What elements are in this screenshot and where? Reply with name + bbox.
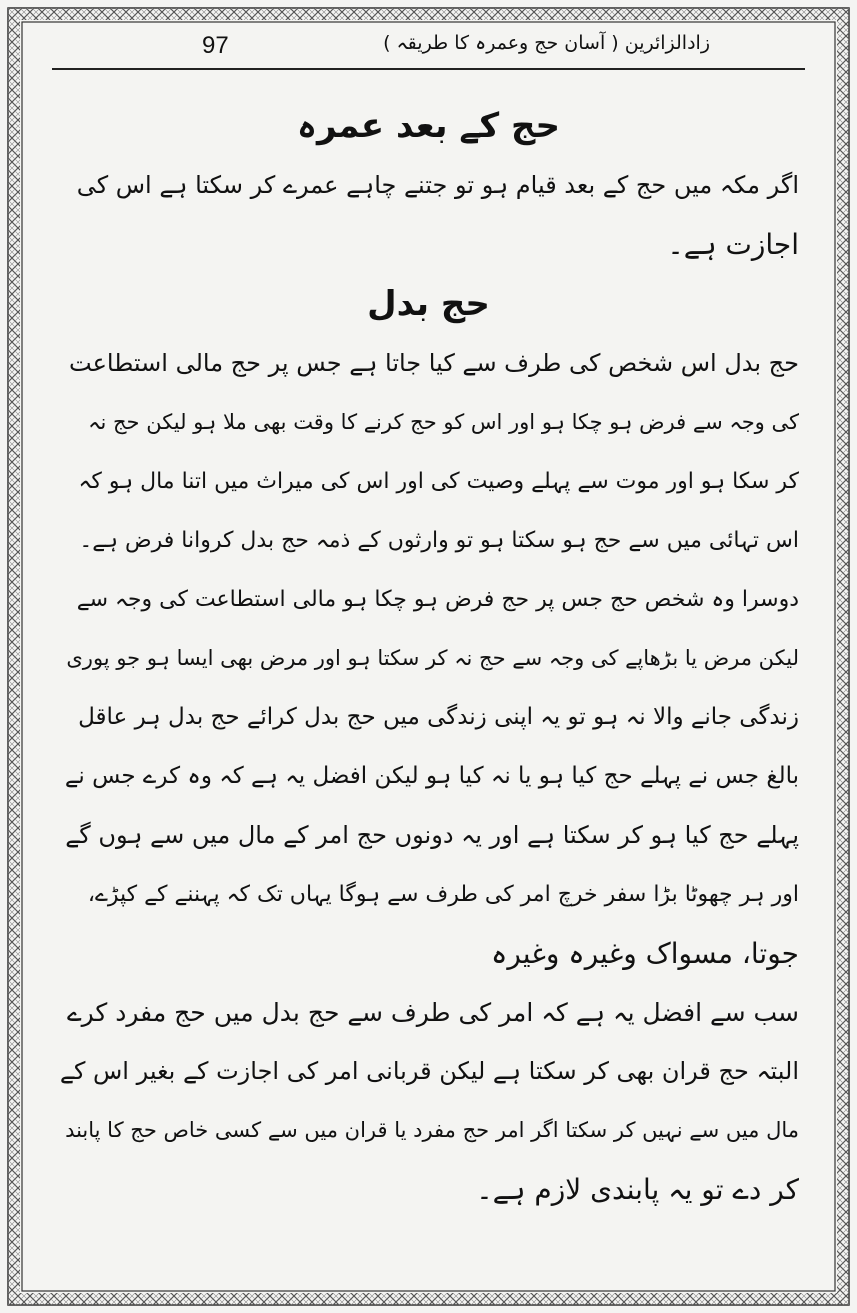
page-content [58,96,799,1219]
text-line: پہلے حج کیا ہو کر سکتا ہے اور یہ دونوں حج امر کے مال میں سے ہوں گے [65,821,799,849]
text-line: کر دے تو یہ پابندی لازم ہے۔ [476,1173,799,1206]
text-line: جوتا، مسواک وغیرہ وغیرہ [490,937,799,970]
paragraph [58,334,799,570]
paragraph [58,983,799,1219]
page-header [52,30,805,70]
text-line: لیکن مرض یا بڑھاپے کی وجہ سے حج نہ کر سکتا ہو اور مرض بھی ایسا ہو جو پوری [66,646,799,670]
text-line: کی وجہ سے فرض ہو چکا ہو اور اس کو حج کرنے کا وقت بھی ملا ہو لیکن حج نہ [88,410,799,434]
section-heading: حج کے بعد عمرہ [297,106,560,146]
page-number: 97 [202,32,229,59]
text-line: بالغ جس نے پہلے حج کیا ہو یا نہ کیا ہو لیکن افضل یہ ہے کہ وہ کرے جس نے [64,763,799,789]
text-line: دوسرا وہ شخص حج جس پر حج فرض ہو چکا ہو مالی استطاعت کی وجہ سے [76,587,799,612]
text-line: کر سکا ہو اور موت سے پہلے وصیت کی اور اس کی میراث میں اتنا مال ہو کہ [78,469,799,494]
section-hajj-badal [58,274,799,1219]
section-hajj-ke-baad-umrah [58,96,799,274]
paragraph [58,156,799,274]
running-title: زادالزائرین ( آسان حج وعمرہ کا طریقہ ) [383,32,710,54]
text-line: حج بدل اس شخص کی طرف سے کیا جاتا ہے جس پر حج مالی استطاعت [69,349,799,377]
paragraph [58,570,799,983]
section-heading: حج بدل [367,284,490,324]
text-line: اجازت ہے۔ [667,228,799,261]
text-line: البتہ حج قران بھی کر سکتا ہے لیکن قربانی امر کی اجازت کے بغیر اس کے [59,1057,799,1085]
text-line: سب سے افضل یہ ہے کہ امر کی طرف سے حج بدل میں حج مفرد کرے [66,998,799,1027]
text-line: مال میں سے نہیں کر سکتا اگر امر حج مفرد یا قران میں سے کسی خاص حج کا پابند [65,1118,799,1142]
text-line: اور ہر چھوٹا بڑا سفر خرچ امر کی طرف سے ہوگا یہاں تک کہ پہننے کے کپڑے، [87,882,799,907]
text-line: زندگی جانے والا نہ ہو تو یہ اپنی زندگی میں حج بدل کرائے حج بدل ہر عاقل [78,704,799,730]
text-line: اگر مکہ میں حج کے بعد قیام ہو تو جتنے چاہے عمرے کر سکتا ہے اس کی [76,171,799,199]
text-line: اس تہائی میں سے حج ہو سکتا ہو تو وارثوں کے ذمہ حج بدل کروانا فرض ہے۔ [79,528,799,553]
